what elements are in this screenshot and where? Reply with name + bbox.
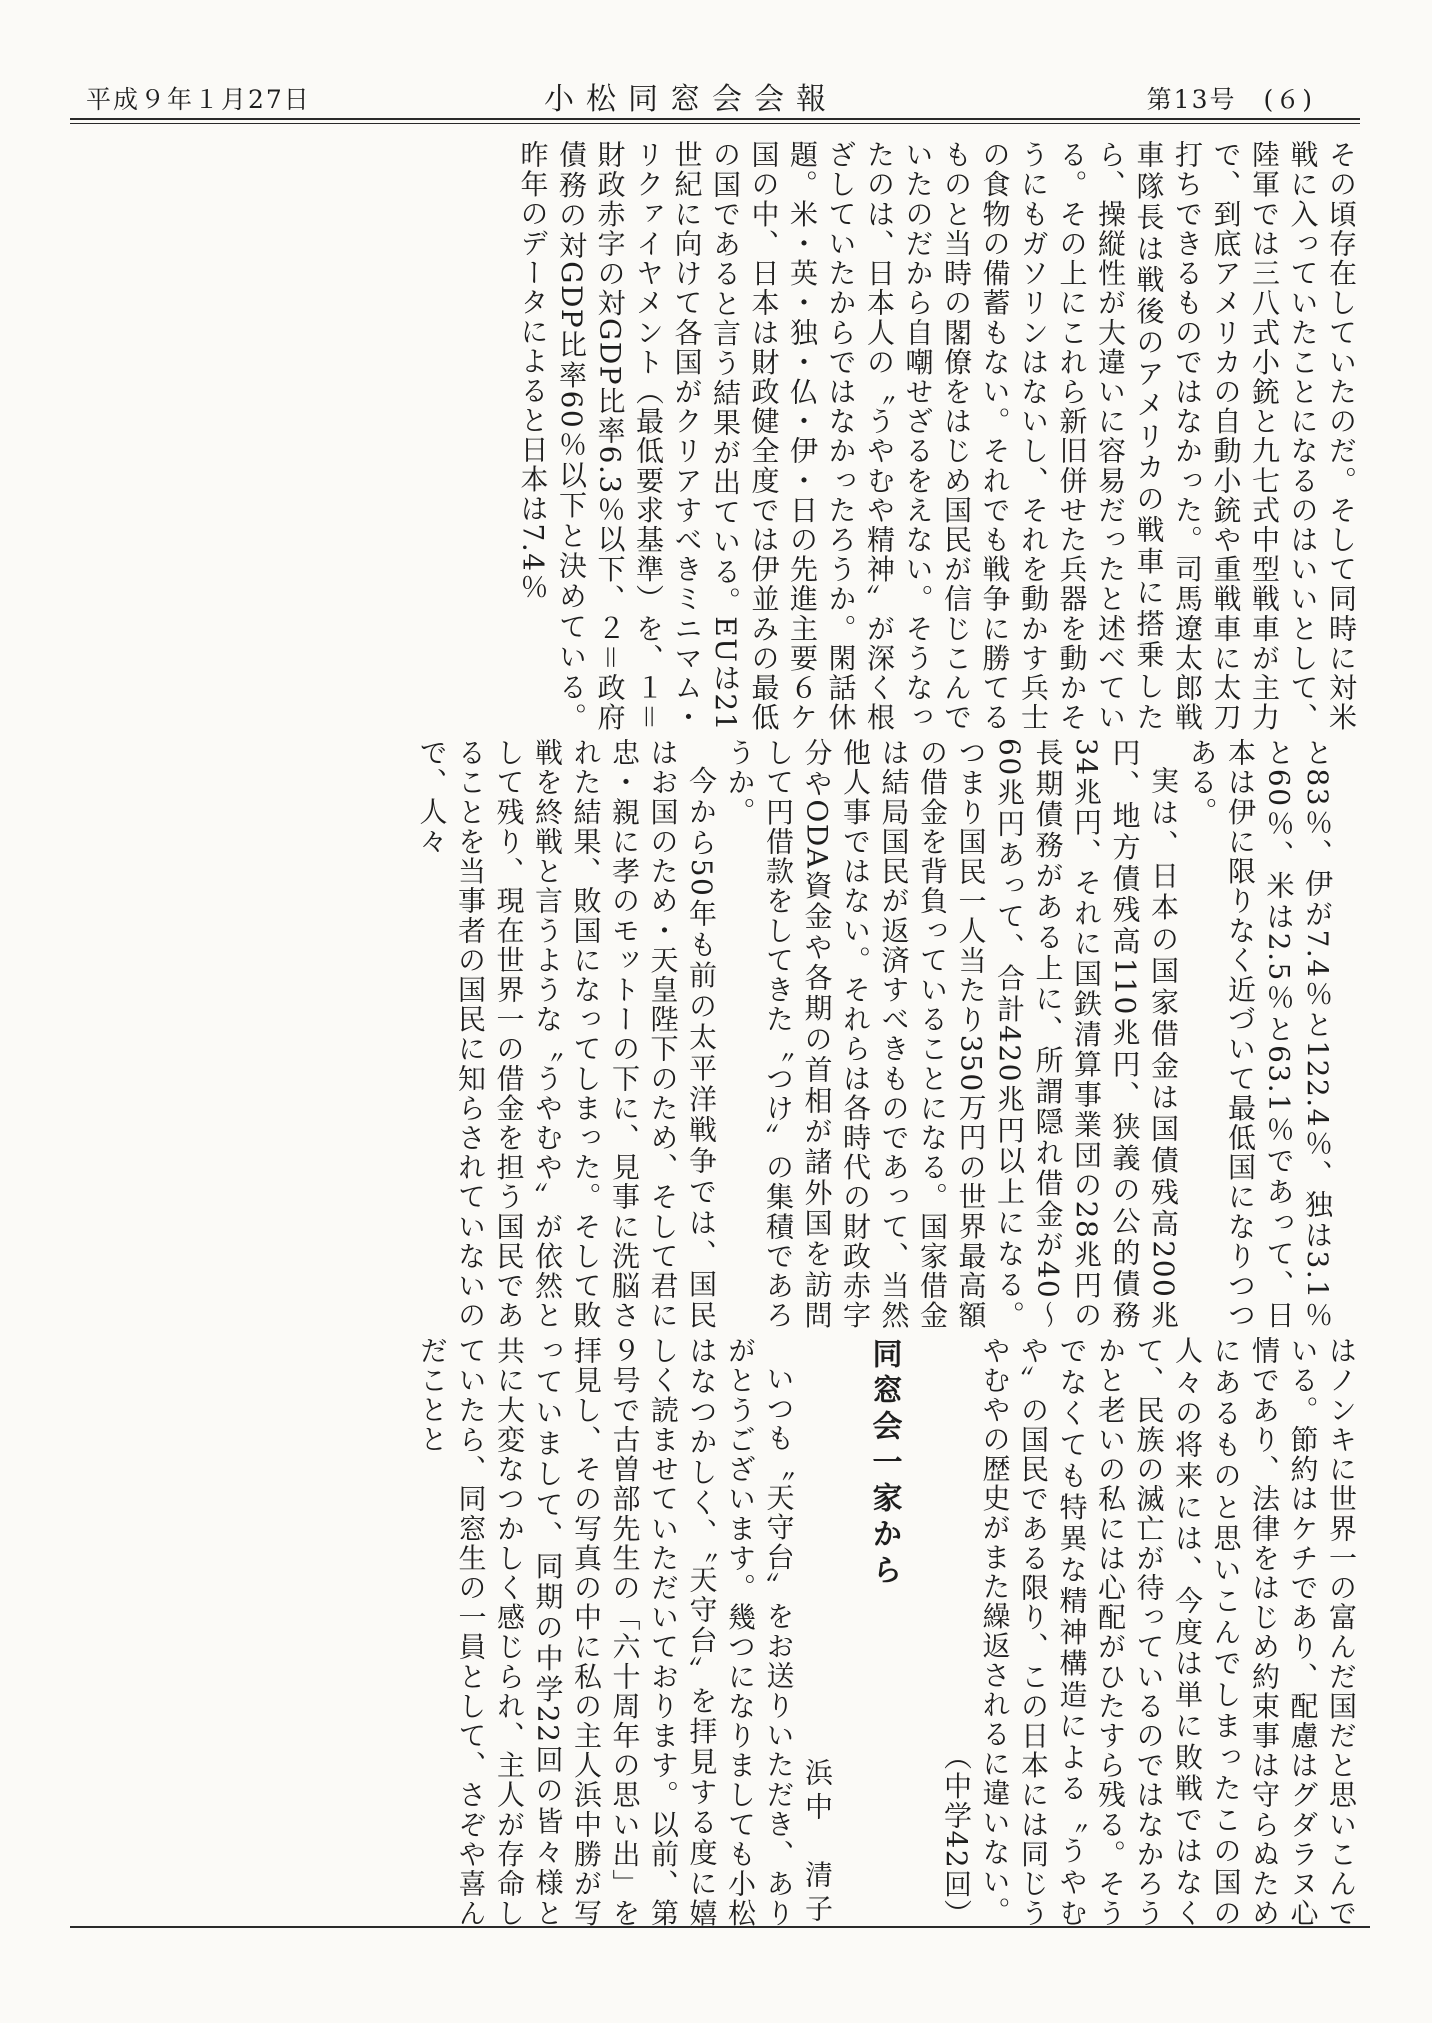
article-author <box>1344 1936 1345 2016</box>
author-class-note: （中学42回） <box>940 1741 973 1928</box>
column-text <box>68 140 1360 732</box>
essay-paragraph: その頃存在していたのだ。そして同時に対米戦に入っていたことになるのはいいとして、陸軍では三八式小銃と九七式中型戦車が主力で、到底アメリカの自動小銃や重戦車に太刀打ちできるものではなかった。司馬遼太郎戦車隊長は戦後のアメリカの戦車に搭乗したら、操縦性が大違いに容易だったと述べている。その上にこれら新旧併せた兵器を動かそうにもガソリンはないし、それを動かす兵士の食物の備蓄もない。それでも戦争に勝てるものと当時の閣僚をはじめ国民が信じこんでいたのだから自嘲せざるをえない。そうなったのは、日本人の〝うやむや精神〟が深く根ざしていたからではなかったろうか。閑話休題。米・英・独・仏・伊・日の先進主要６ケ国の中、日本は財政健全度では伊並みの最低の国であると言う結果が出ている。EUは21世紀に向けて各国がクリアすべきミニマム・リクァイヤメント（最低要求基準）を、１＝財政赤字の対GDP比率6.3％以下、２＝政府債務の対GDP比率60％以下と決めている。昨年のデータによると日本は7.4％ <box>516 140 1358 732</box>
header-rule-thin <box>70 123 1360 124</box>
essay-paragraph: と83％、伊が7.4％と122.4％、独は3.1％と60％、米は2.5％と63.1％であって、日本は伊に限りなく近づいて最低国になりつつある。 <box>1185 738 1334 1330</box>
lower-continuation <box>0 1936 1432 2023</box>
page-header <box>0 0 1432 130</box>
text-band-1 <box>0 140 1432 732</box>
essay-paragraph: 実は、日本の国家借金は国債残高200兆円、地方債残高110兆円、狭義の公的債務34兆円、それに国鉄清算事業団の28兆円の長期債務がある上に、所謂隠れ借金が40〜60兆円あって、合計420兆円以上になる。つまり国民一人当たり350万円の世界最高額の借金を背負っていることになる。国家借金は結局国民が返済すべきものであって、当然他人事ではない。それらは各時代の財政赤字分やODA資金や各期の首相が諸外国を訪問して円借款をしてきた〝つけ〟の集積であろうか。 <box>723 738 1180 1330</box>
article-paragraph <box>1352 1936 1355 2016</box>
article-paragraph <box>1331 1936 1333 2016</box>
text-band-3 <box>0 1336 1432 1928</box>
article-heading <box>1345 1936 1346 2016</box>
article-paragraph <box>1342 1936 1343 2016</box>
poem-line <box>1328 1936 1329 2016</box>
newsletter-title: 小松同窓会会報 <box>544 82 838 117</box>
article-paragraph <box>1355 1936 1360 2016</box>
column-text <box>68 738 1336 1330</box>
footer-rule <box>70 1926 1370 1928</box>
column-text <box>68 1336 1360 1928</box>
header-rule <box>70 118 1360 120</box>
hidden-continued-column <box>68 1936 1360 2016</box>
poem-line <box>1329 1936 1330 2016</box>
essay-paragraph: 今から50年も前の太平洋戦争では、国民はお国のため・天皇陛下のため、そして君に忠・親に孝のモットーの下に、見事に洗脳された結果、敗国になってしまった。そして敗戦を終戦と言うような〝うやむや〟が依然として残り、現在世界一の借金を担う国民であることを当事者の国民に知らされていないので、人々 <box>415 738 718 1330</box>
text-band-2 <box>0 738 1432 1330</box>
article-paragraph <box>1339 1936 1342 2016</box>
article-paragraph <box>1347 1936 1348 2016</box>
article-paragraph: いつも〝天守台〟をお送りいただき、ありがとうございます。幾つになりましても小松はなつかしく、〝天守台〟を拝見する度に嬉しく読ませていただいております。以前、第９号で古曽部先生の「六十周年の思い出」を拝見し、その写真の中に私の主人浜中勝が写っていまして、同期の中学22回の皆々様と共に大変なつかしく感じられ、主人が存命していたら、同窓生の一員として、さぞや喜んだことと <box>416 1336 796 1928</box>
article-paragraph <box>1348 1936 1352 2016</box>
article-heading: 同窓会一家から <box>866 1338 902 1590</box>
issue-number: 第13号 (６) <box>1146 85 1314 114</box>
essay-paragraph: はノンキに世界一の富んだ国だと思いこんでいる。節約はケチであり、配慮はグダラヌ心情であり、法律をはじめ約束事は守らぬためにあるものと思いこんでしまったこの国の人々の将来には、今度は単に敗戦ではなくて、民族の滅亡が待っているのではなかろうかと老いの私には心配がひたすら残る。そうでなくても特異な精神構造による〝うやむや〟の国民である限り、この日本には同じうやむやの歴史がまた繰返されるに違いない。 <box>978 1336 1358 1928</box>
article-paragraph <box>1334 1936 1339 2016</box>
article-author: 浜中 清子 <box>801 1758 834 1928</box>
issue-date: 平成９年１月27日 <box>86 85 311 114</box>
article-paragraph <box>1343 1936 1344 2016</box>
article-paragraph <box>1333 1936 1334 2016</box>
